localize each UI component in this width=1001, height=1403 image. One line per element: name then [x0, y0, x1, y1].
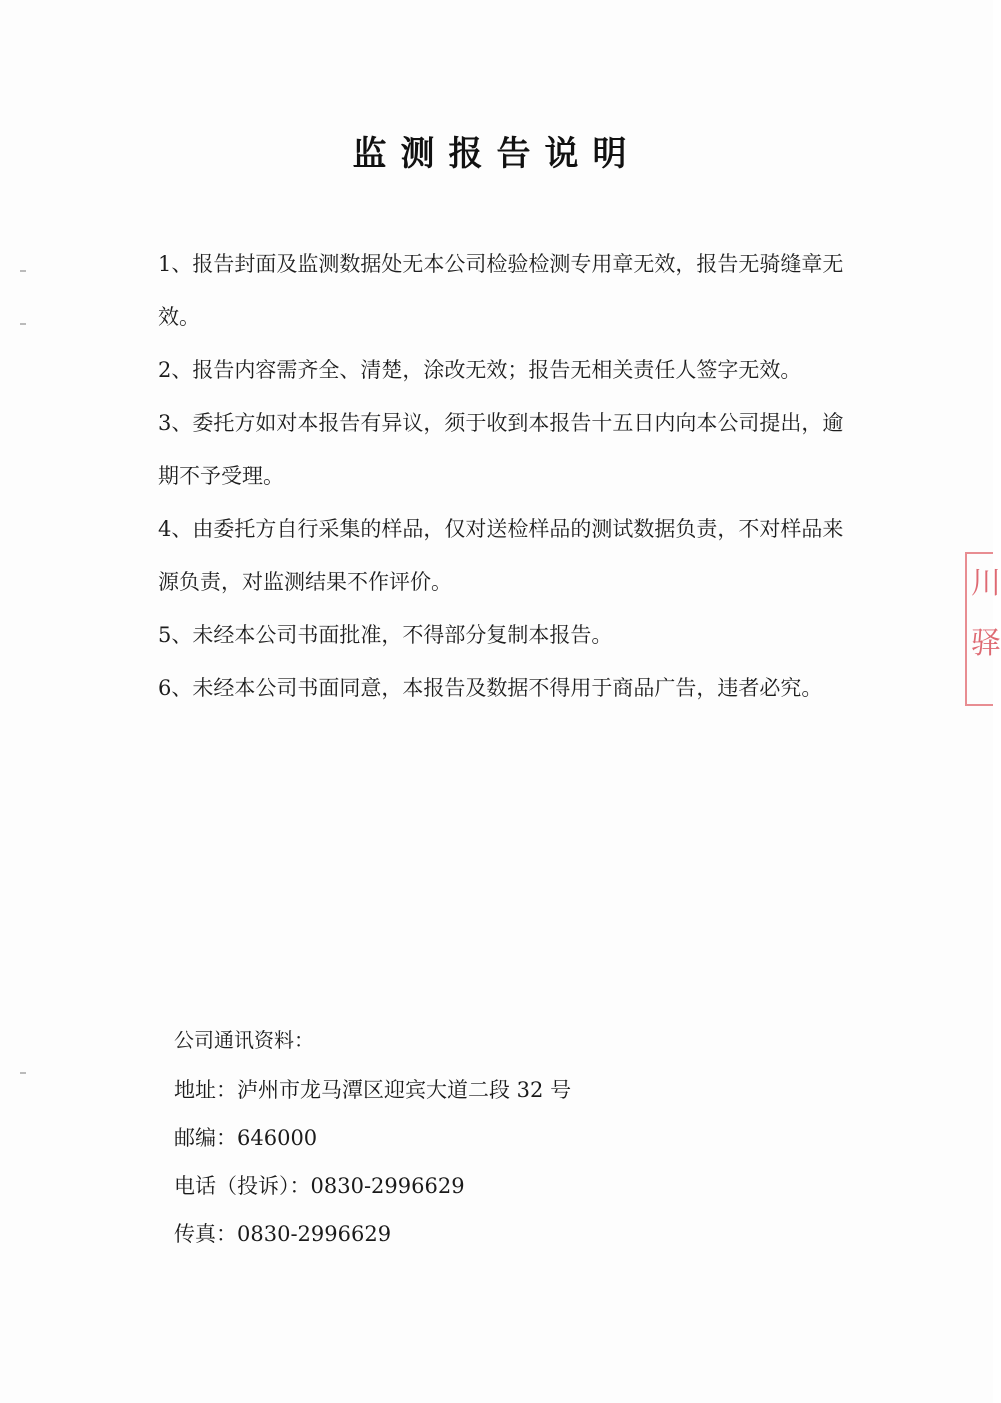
- notice-text: 由委托方自行采集的样品，仅对送检样品的测试数据负责，不对样品来源负责，对监测结果不作评价。: [158, 517, 844, 594]
- notice-number: 1、: [158, 252, 193, 276]
- notice-text: 报告封面及监测数据处无本公司检验检测专用章无效，报告无骑缝章无效。: [158, 252, 844, 329]
- notice-item-4: [158, 503, 858, 609]
- contact-address: 地址：泸州市龙马潭区迎宾大道二段 32 号: [174, 1078, 572, 1102]
- notice-number: 2、: [158, 358, 193, 382]
- contact-phone: 电话（投诉）：0830-2996629: [174, 1174, 465, 1198]
- scan-edge-mark: [20, 323, 26, 325]
- stamp-char: 川: [971, 566, 1001, 601]
- notice-item-3: [158, 397, 858, 503]
- notice-number: 4、: [158, 517, 193, 541]
- notice-number: 3、: [158, 411, 193, 435]
- notice-number: 5、: [158, 623, 193, 647]
- seal-stamp-fragment: [965, 552, 1001, 706]
- notice-text: 未经本公司书面同意，本报告及数据不得用于商品广告，违者必究。: [192, 676, 823, 700]
- page-title: 监测报告说明: [352, 134, 641, 174]
- notice-item-6: [158, 662, 858, 715]
- notice-list: [158, 238, 858, 715]
- notice-text: 未经本公司书面批准，不得部分复制本报告。: [192, 623, 613, 647]
- stamp-char: 驿: [971, 626, 1001, 661]
- contact-postcode: 邮编：646000: [174, 1126, 318, 1150]
- notice-number: 6、: [158, 676, 193, 700]
- notice-text: 委托方如对本报告有异议，须于收到本报告十五日内向本公司提出，逾期不予受理。: [158, 411, 844, 488]
- notice-item-1: [158, 238, 858, 344]
- notice-item-5: [158, 609, 858, 662]
- contact-heading: 公司通讯资料：: [174, 1028, 314, 1052]
- notice-text: 报告内容需齐全、清楚，涂改无效；报告无相关责任人签字无效。: [192, 358, 802, 382]
- contact-fax: 传真：0830-2996629: [174, 1222, 392, 1246]
- notice-item-2: [158, 344, 858, 397]
- scan-edge-mark: [20, 270, 26, 272]
- contact-info: [174, 1020, 774, 1258]
- scan-edge-mark: [20, 1072, 26, 1074]
